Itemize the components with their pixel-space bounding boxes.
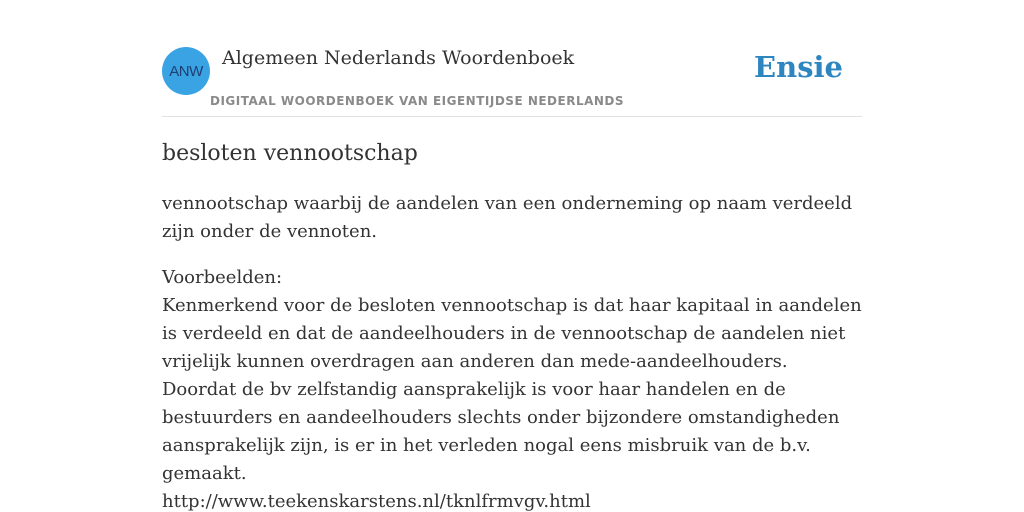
- example-text: Kenmerkend voor de besloten vennootschap is dat haar kapitaal in aandelen is verdeeld en dat de aandeelhouders in de vennootschap de aandelen niet vrijelijk kunnen overdragen aan anderen dan mede-aandeelhouders. Doordat de bv zelfstandig aansprakelijk is voor haar handelen en de bestuurders en aandeelhouders slechts onder bijzondere omstandigheden aansprakelijk zijn, is er in het verleden nogal eens misbruik van de b.v. gemaakt.: [162, 295, 862, 484]
- site-subtitle: DIGITAAL WOORDENBOEK VAN EIGENTIJDSE NEDERLANDS: [210, 94, 625, 108]
- anw-logo-text: ANW: [169, 62, 203, 80]
- header: [162, 46, 862, 117]
- ensie-logo[interactable]: Ensie: [754, 50, 843, 84]
- site-title[interactable]: Algemeen Nederlands Woordenboek: [222, 47, 575, 69]
- anw-logo[interactable]: [162, 47, 210, 95]
- entry-term: besloten vennootschap: [162, 141, 418, 166]
- examples-section: [162, 264, 866, 512]
- examples-label: Voorbeelden:: [162, 267, 283, 288]
- example-source-url: http://www.teekenskarstens.nl/tknlfrmvgv.html: [162, 491, 591, 512]
- entry-definition: vennootschap waarbij de aandelen van een onderneming op naam verdeeld zijn onder de vennoten.: [162, 193, 853, 242]
- entry-content: [162, 138, 866, 512]
